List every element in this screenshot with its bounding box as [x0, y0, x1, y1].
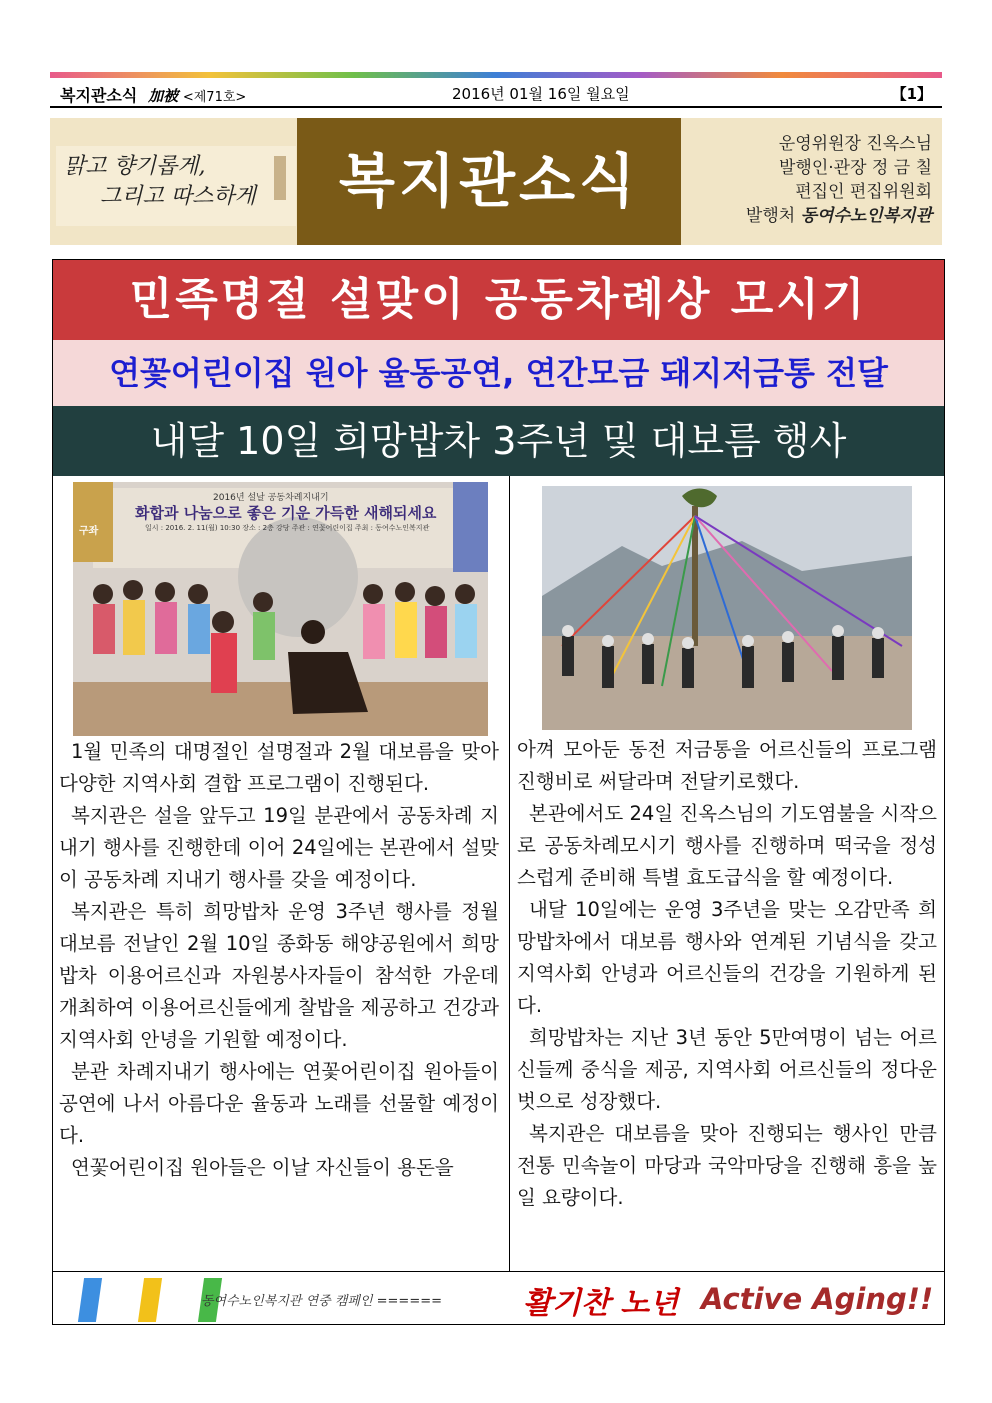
slogan-line-2: 그리고 따스하게 [100, 184, 256, 209]
article-paragraph: 복지관은 대보름을 맞아 진행되는 행사인 만큼 전통 민속놀이 마당과 국악마당을 진행해 흥을 높일 요량이다. [517, 1122, 937, 1209]
article-column-right [517, 734, 937, 1214]
masthead [50, 118, 942, 245]
slogan-line-1: 맑고 향기롭게, [64, 154, 206, 179]
masthead-credits [746, 132, 932, 228]
newsletter-topbar [50, 78, 942, 108]
campaign-footer [53, 1271, 944, 1325]
column-divider [509, 476, 510, 1271]
article-paragraph: 본관에서도 24일 진옥스님의 기도염불을 시작으로 공동차례모시기 행사를 진행하며 떡국을 정성스럽게 준비해 특별 효도급식을 할 예정이다. [517, 802, 937, 889]
credit-editor: 편집인 편집위원회 [795, 182, 932, 202]
photo-children-performance [73, 482, 488, 736]
topbar-left [60, 83, 246, 106]
article-paragraph: 희망밥차는 지난 3년 동안 5만여명이 넘는 어르신들께 중식을 제공, 지역사회 어르신들의 정다운 벗으로 성장했다. [517, 1026, 937, 1113]
headline-third: 내달 10일 희망밥차 3주년 및 대보름 행사 [53, 406, 944, 476]
issue-number: <제71호> [182, 90, 247, 105]
headline-sub: 연꽃어린이집 원아 율동공연, 연간모금 돼지저금통 전달 [53, 340, 944, 406]
banner-main-text: 화합과 나눔으로 좋은 기운 가득한 새해되세요 [135, 504, 437, 522]
newsletter-name: 복지관소식 [60, 86, 138, 105]
article-paragraph: 아껴 모아둔 동전 저금통을 어르신들의 프로그램 진행비로 써달라며 전달키로했다. [517, 738, 937, 793]
campaign-text: 동여수노인복지관 연중 캠페인 ====== [201, 1294, 443, 1309]
masthead-title: 복지관소식 [297, 118, 681, 245]
article-paragraph: 1월 민족의 대명절인 설명절과 2월 대보름을 맞아 다양한 지역사회 결합 프로그램이 진행된다. [59, 740, 499, 795]
calligraphy-slogan [56, 146, 296, 226]
slogan-korean: 활기찬 노년 [523, 1286, 679, 1321]
credit-chair: 운영위원장 진옥스님 [778, 134, 932, 154]
article-frame [52, 259, 945, 1325]
issuer-name: 동여수노인복지관 [800, 206, 932, 226]
issue-date: 2016년 01월 16일 월요일 [452, 85, 630, 103]
slogan-english: Active Aging!! [701, 1282, 934, 1316]
seal-mark [274, 156, 286, 200]
article-paragraph: 연꽃어린이집 원아들은 이날 자신들이 용돈을 [71, 1156, 454, 1179]
page-number: 【1】 [891, 85, 932, 103]
photo-folk-festival [542, 486, 912, 730]
photo-festival-illustration [542, 486, 912, 730]
article-paragraph: 복지관은 설을 앞두고 19일 분관에서 공동차례 지내기 행사를 진행한데 이어 24일에는 본관에서 설맞이 공동차례 지내기 행사를 갖을 예정이다. [59, 804, 499, 891]
headline-main: 민족명절 설맞이 공동차례상 모시기 [53, 260, 944, 340]
article-column-left [59, 736, 499, 1184]
article-paragraph: 내달 10일에는 운영 3주년을 맞는 오감만족 희망밥차에서 대보름 행사와 연계된 기념식을 갖고 지역사회 안녕과 어르신들의 건강을 기원하게 된다. [517, 898, 937, 1017]
banner-small-text: 2016년 설날 공동차례지내기 [213, 493, 329, 503]
credit-publisher: 발행인·관장 정 금 칠 [779, 158, 932, 178]
banner-corner-text: 구좌 [79, 526, 99, 537]
article-paragraph: 분관 차례지내기 행사에는 연꽃어린이집 원아들이 공연에 나서 아름다운 율동과 노래를 선물할 예정이다. [59, 1060, 499, 1147]
article-paragraph: 복지관은 특히 희망밥차 운영 3주년 행사를 정월 대보름 전날인 2월 10일 종화동 해양공원에서 희망밥차 이용어르신과 자원봉사자들이 참석한 가운데 개최하여 이용어르신들에게 찰밥을 제공하고 건강과 지역사회 안녕을 기원할 예정이다. [59, 900, 499, 1051]
addition-mark: 加被 [148, 87, 179, 105]
banner-info-text: 일시 : 2016. 2. 11(월) 10:30 장소 : 2층 강당 주관 : 연꽃어린이집 주최 : 동여수노인복지관 [145, 524, 430, 532]
credit-issuer [746, 204, 932, 228]
issuer-label: 발행처 [745, 206, 796, 226]
